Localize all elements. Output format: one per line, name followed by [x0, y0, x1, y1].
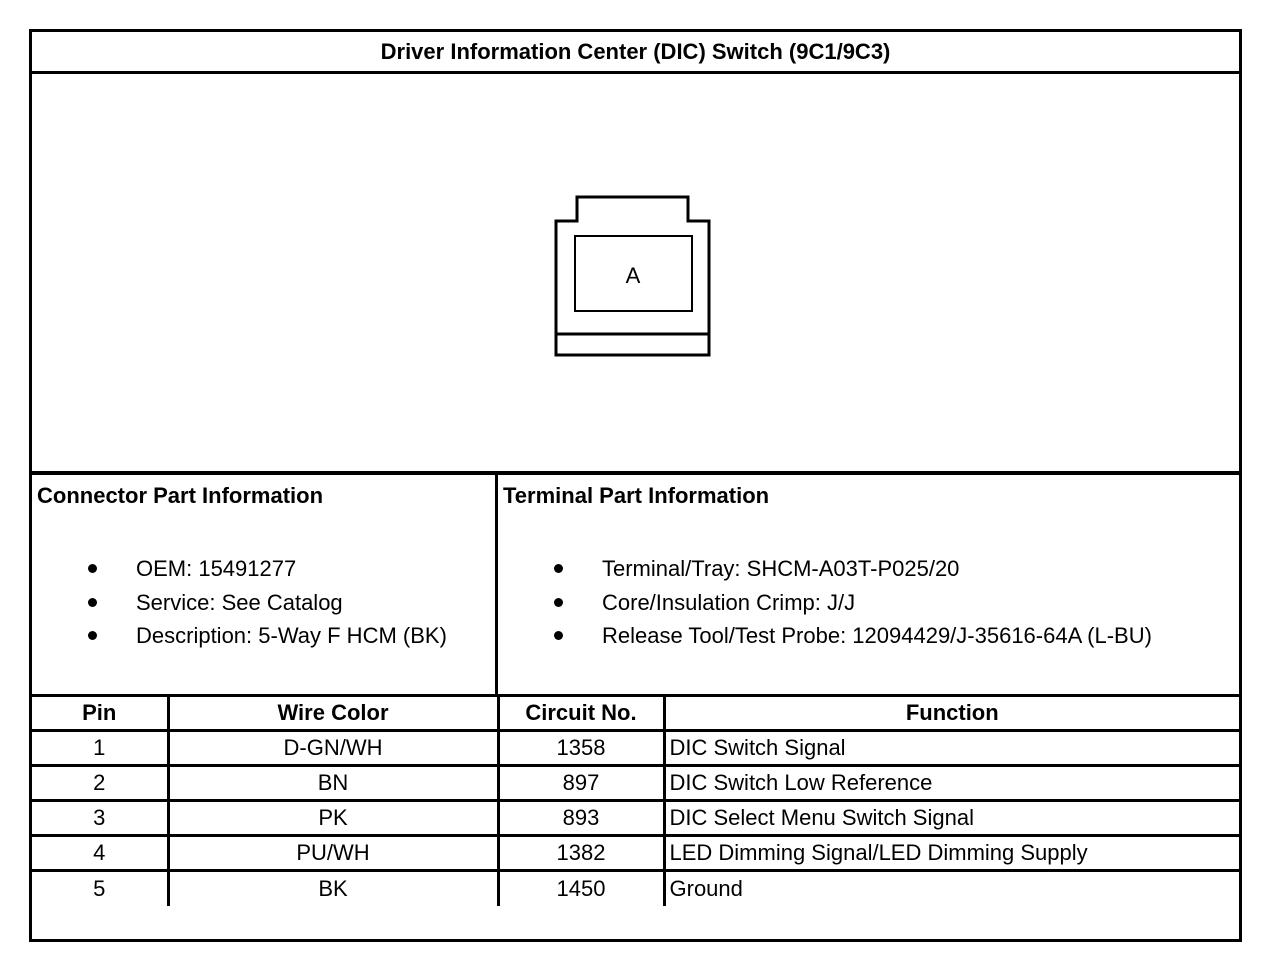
- connector-info-list: [32, 552, 447, 653]
- header-circuit-no: Circuit No.: [498, 696, 664, 731]
- connector-part-info: [32, 475, 498, 694]
- list-item: Release Tool/Test Probe: 12094429/J-35616-64A (L-BU): [498, 619, 1152, 653]
- connector-info-heading: Connector Part Information: [37, 483, 324, 508]
- connector-face-drawing: [32, 74, 1239, 475]
- header-pin: Pin: [32, 696, 168, 731]
- header-function: Function: [664, 696, 1239, 731]
- list-item: Description: 5-Way F HCM (BK): [32, 619, 447, 653]
- connector-diagram: [32, 74, 1239, 475]
- circuit-cell: 897: [498, 766, 664, 801]
- function-cell: LED Dimming Signal/LED Dimming Supply: [664, 836, 1239, 871]
- wire-color-cell: PU/WH: [168, 836, 498, 871]
- function-cell: DIC Switch Low Reference: [664, 766, 1239, 801]
- bullet-icon: [554, 598, 563, 607]
- table-row: [32, 731, 1239, 766]
- terminal-info-list: [498, 552, 1152, 653]
- table-row: [32, 871, 1239, 906]
- wire-color-cell: PK: [168, 801, 498, 836]
- table-header-row: [32, 696, 1239, 731]
- list-item: Terminal/Tray: SHCM-A03T-P025/20: [498, 552, 1152, 586]
- pin-cell: 3: [32, 801, 168, 836]
- terminal-info-heading: Terminal Part Information: [503, 483, 770, 508]
- bullet-icon: [554, 564, 563, 573]
- terminal-part-info: [498, 475, 1239, 694]
- bullet-icon: [88, 631, 97, 640]
- header-wire-color: Wire Color: [168, 696, 498, 731]
- cavity-label: A: [625, 263, 641, 288]
- bullet-icon: [554, 631, 563, 640]
- table-row: [32, 766, 1239, 801]
- pinout-table: [32, 694, 1239, 906]
- pin-cell: 5: [32, 871, 168, 906]
- circuit-cell: 1382: [498, 836, 664, 871]
- function-cell: DIC Switch Signal: [664, 731, 1239, 766]
- circuit-cell: 1358: [498, 731, 664, 766]
- bullet-icon: [88, 598, 97, 607]
- page-title: Driver Information Center (DIC) Switch (9C1/9C3): [32, 32, 1239, 74]
- wire-color-cell: BK: [168, 871, 498, 906]
- wire-color-cell: BN: [168, 766, 498, 801]
- pin-cell: 4: [32, 836, 168, 871]
- pin-cell: 1: [32, 731, 168, 766]
- table-row: [32, 801, 1239, 836]
- function-cell: Ground: [664, 871, 1239, 906]
- table-row: [32, 836, 1239, 871]
- function-cell: DIC Select Menu Switch Signal: [664, 801, 1239, 836]
- list-item: Core/Insulation Crimp: J/J: [498, 586, 1152, 620]
- pin-cell: 2: [32, 766, 168, 801]
- connector-sheet: [29, 29, 1242, 942]
- circuit-cell: 893: [498, 801, 664, 836]
- circuit-cell: 1450: [498, 871, 664, 906]
- bullet-icon: [88, 564, 97, 573]
- list-item: Service: See Catalog: [32, 586, 447, 620]
- list-item: OEM: 15491277: [32, 552, 447, 586]
- wire-color-cell: D-GN/WH: [168, 731, 498, 766]
